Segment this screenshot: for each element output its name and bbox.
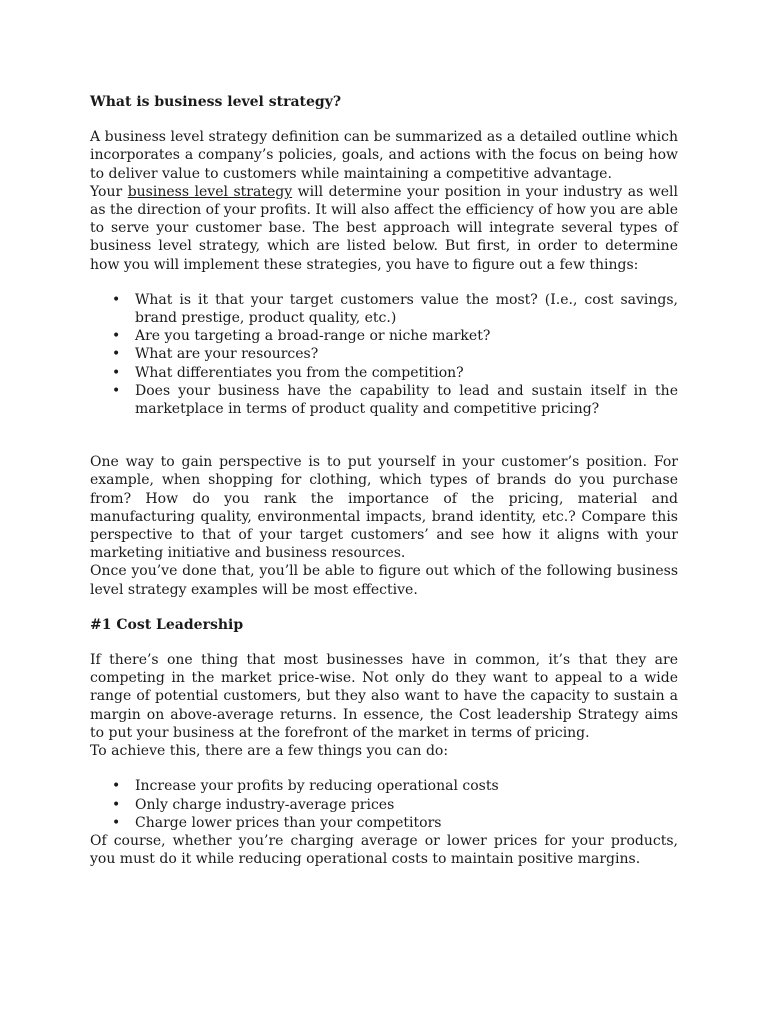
list-item-text: Charge lower prices than your competitors <box>135 814 442 831</box>
actions-list <box>90 777 678 832</box>
list-item <box>90 327 678 345</box>
paragraph: A business level strategy definition can be summarized as a detailed outline which incorporates a company’s policies, goals, and actions with the focus on being how to deliver value to customers while maintaining a competitive advantage. <box>90 129 678 182</box>
bullet-icon: • <box>112 328 121 345</box>
list-item <box>90 291 678 327</box>
paragraph: To achieve this, there are a few things you can do: <box>90 743 449 760</box>
paragraph-text: Your <box>90 183 128 200</box>
document-page <box>90 93 678 868</box>
list-item-text: What differentiates you from the competition? <box>135 364 464 381</box>
paragraph <box>90 183 678 274</box>
list-item <box>90 814 678 832</box>
bullet-icon: • <box>112 346 121 363</box>
paragraph: Of course, whether you’re charging average or lower prices for your products, you must do it while reducing operational costs to maintain positive margins. <box>90 832 678 868</box>
bullet-icon: • <box>112 778 121 795</box>
list-item-text: What are your resources? <box>135 346 319 363</box>
questions-list <box>90 291 678 418</box>
list-item-text: Increase your profits by reducing operational costs <box>135 778 499 795</box>
section-heading: #1 Cost Leadership <box>90 616 244 633</box>
paragraph: One way to gain perspective is to put yourself in your customer’s position. For example, when shopping for clothing, which types of brands do you purchase from? How do you rank the importance of the pricing, material and manufacturing quality, environmental impacts, brand identity, etc.? Compare this perspective to that of your target customers’ and see how it aligns with your marketing initiative and business resources. <box>90 454 678 562</box>
bullet-icon: • <box>112 796 121 813</box>
bullet-icon: • <box>112 814 121 831</box>
business-level-strategy-link[interactable]: business level strategy <box>127 183 293 200</box>
list-item-text: Only charge industry-average prices <box>135 796 395 813</box>
list-item-text: Are you targeting a broad-range or niche market? <box>135 328 491 345</box>
list-item-text: What is it that your target customers value the most? (I.e., cost savings, brand prestige, product quality, etc.) <box>135 291 678 327</box>
list-item <box>90 796 678 814</box>
list-item <box>90 364 678 382</box>
list-item <box>90 777 678 795</box>
list-item-text: Does your business have the capability to lead and sustain itself in the marketplace in terms of product quality and competitive pricing? <box>135 382 678 418</box>
section-heading: What is business level strategy? <box>90 94 342 110</box>
paragraph-text: will determine your position in your industry as well as the direction of your profits. It will also affect the efficiency of how you are able to serve your customer base. The best approach will integrate several types of business level strategy, which are listed below. But first, in order to determine how you will implement these strategies, you have to figure out a few things: <box>90 183 678 273</box>
list-item <box>90 345 678 363</box>
paragraph: Once you’ve done that, you’ll be able to figure out which of the following business level strategy examples will be most effective. <box>90 563 678 598</box>
bullet-icon: • <box>112 364 121 381</box>
list-item <box>90 382 678 418</box>
bullet-icon: • <box>112 382 121 399</box>
bullet-icon: • <box>112 291 121 308</box>
paragraph: If there’s one thing that most businesses have in common, it’s that they are competing in the market price-wise. Not only do they want to appeal to a wide range of potential customers, but they also want to have the capacity to sustain a margin on above-average returns. In essence, the Cost leadership Strategy aims to put your business at the forefront of the market in terms of pricing. <box>90 652 678 741</box>
